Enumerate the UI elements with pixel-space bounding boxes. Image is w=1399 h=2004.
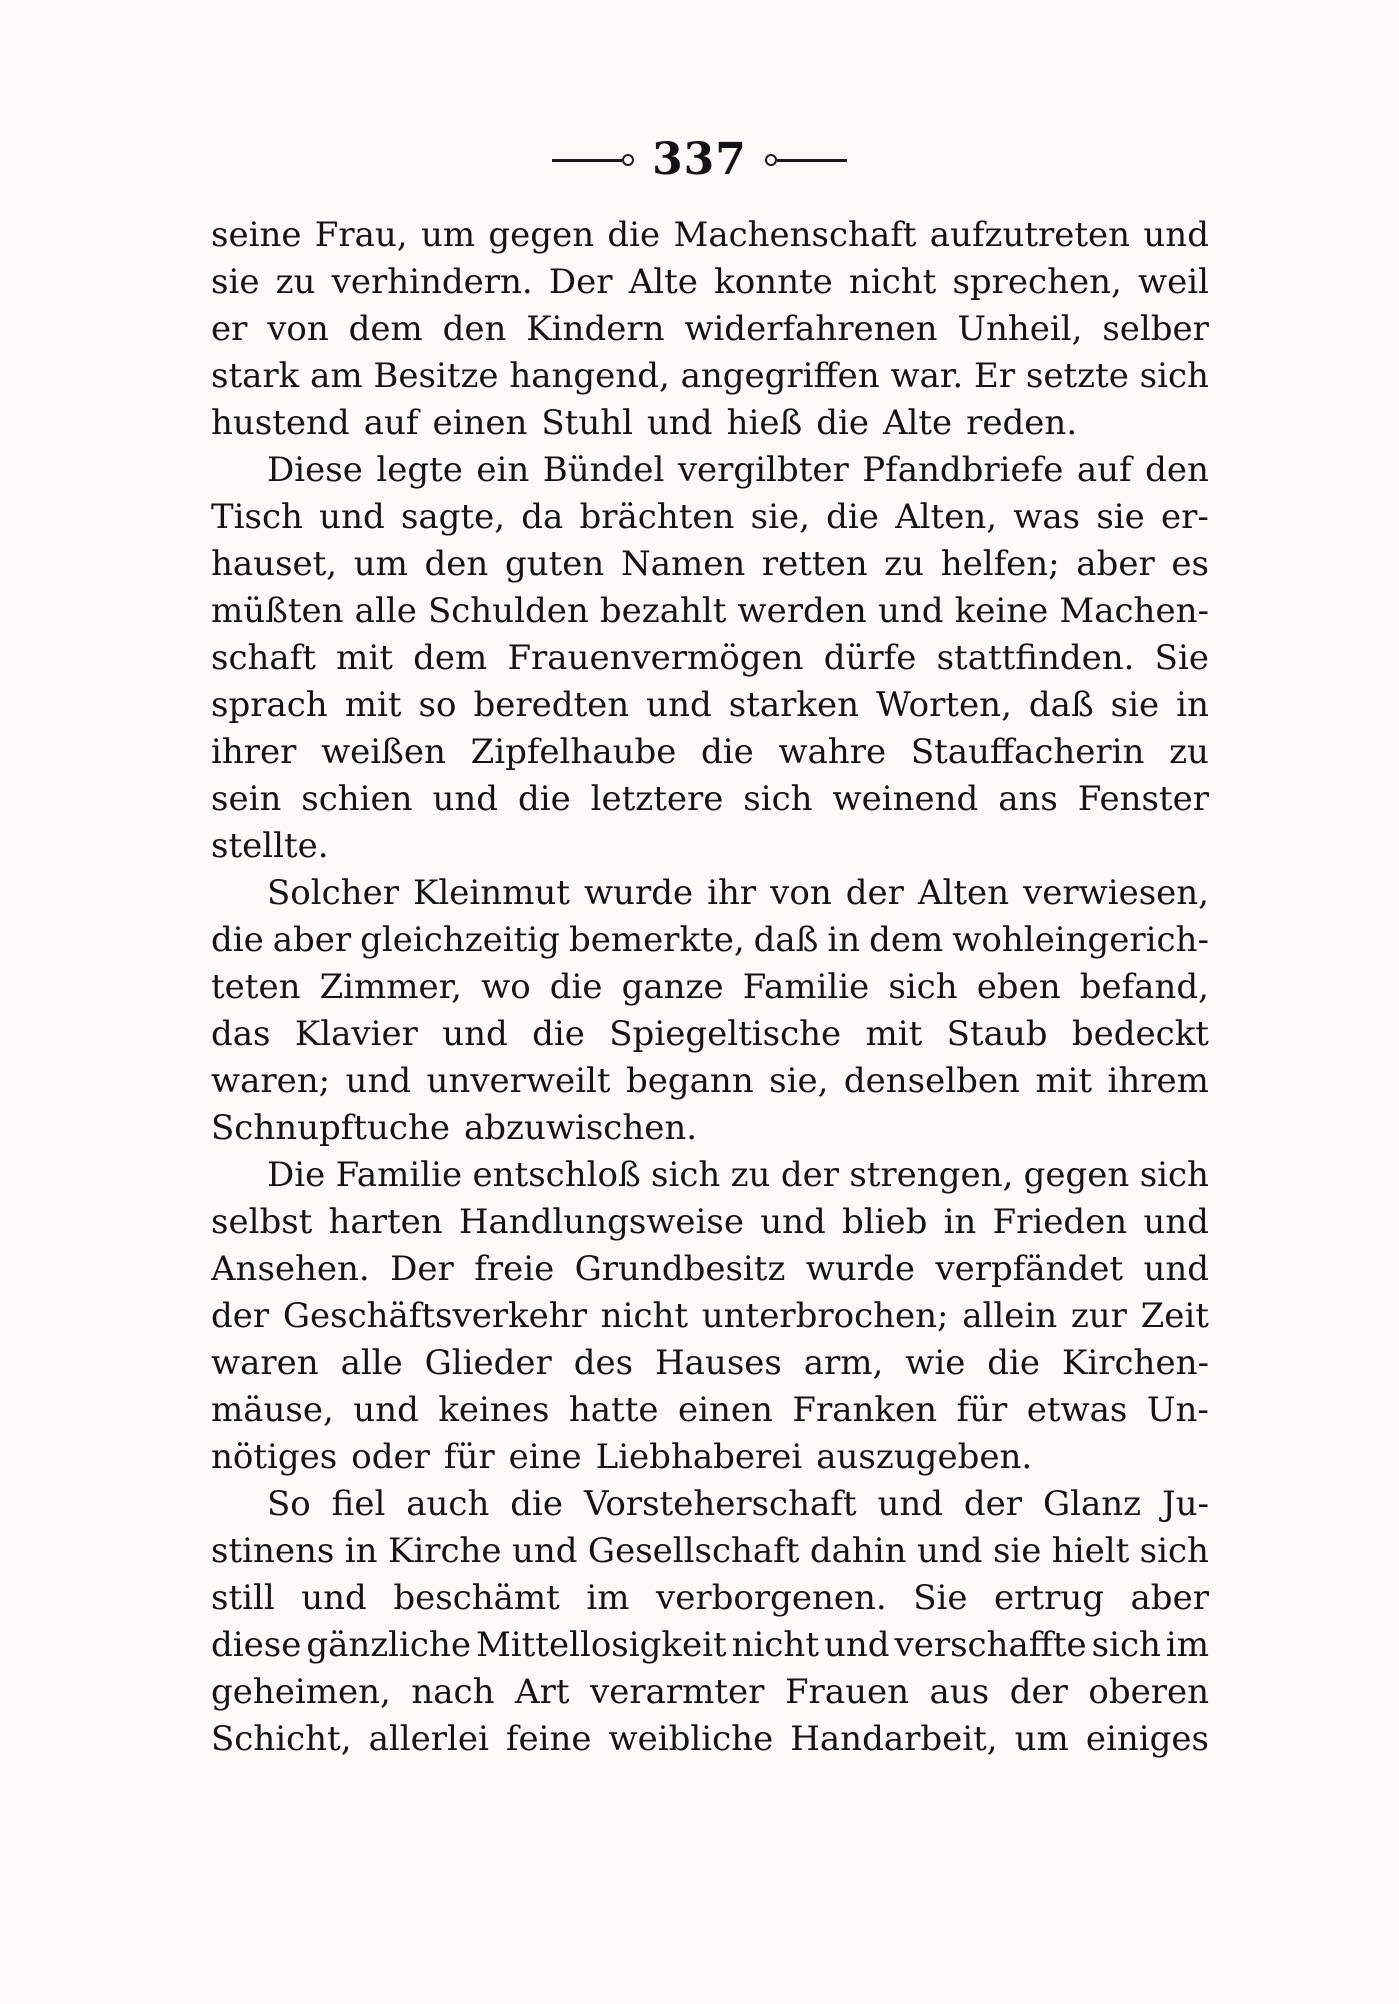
text-line: still und beschämt im verborgenen. Sie ertrug aber <box>211 1578 1209 1618</box>
text-line: Schicht, allerlei feine weibliche Handarbeit, um einiges <box>211 1719 1209 1759</box>
paragraph <box>211 447 1209 870</box>
text-line: die aber gleichzeitig bemerkte, daß in dem wohleingerich- <box>211 920 1209 960</box>
text-line: nötiges oder für eine Liebhaberei auszugeben. <box>211 1437 1033 1477</box>
text-line: So fiel auch die Vorsteherschaft und der Glanz Ju- <box>267 1484 1209 1524</box>
text-line: sein schien und die letztere sich weinend ans Fenster <box>211 779 1209 819</box>
text-line: hustend auf einen Stuhl und hieß die Alte reden. <box>211 403 1078 443</box>
paragraph <box>211 1152 1209 1481</box>
text-line: Diese legte ein Bündel vergilbter Pfandbriefe auf den <box>267 450 1209 490</box>
text-line: der Geschäftsverkehr nicht unterbrochen; allein zur Zeit <box>211 1296 1209 1336</box>
text-line: er von dem den Kindern widerfahrenen Unheil, selber <box>211 309 1209 349</box>
text-line: Tisch und sagte, da brächten sie, die Alten, was sie er- <box>211 497 1209 537</box>
paragraph <box>211 1481 1209 1763</box>
page-number: 337 <box>652 134 747 185</box>
text-line: geheimen, nach Art verarmter Frauen aus der oberen <box>211 1672 1209 1712</box>
text-line: Solcher Kleinmut wurde ihr von der Alten verwiesen, <box>267 873 1209 913</box>
text-line: teten Zimmer, wo die ganze Familie sich eben befand, <box>211 967 1209 1007</box>
text-line: waren; und unverweilt begann sie, denselben mit ihrem <box>211 1061 1209 1101</box>
text-line: sie zu verhindern. Der Alte konnte nicht sprechen, weil <box>211 262 1209 302</box>
text-line: seine Frau, um gegen die Machenschaft aufzutreten und <box>211 215 1209 255</box>
text-line: Ansehen. Der freie Grundbesitz wurde verpfändet und <box>211 1249 1209 1289</box>
text-line: das Klavier und die Spiegeltische mit Staub bedeckt <box>211 1014 1209 1054</box>
text-line: stellte. <box>211 826 329 866</box>
body-text <box>211 212 1209 1763</box>
text-line: müßten alle Schulden bezahlt werden und keine Machen- <box>211 591 1209 631</box>
paragraph <box>211 870 1209 1152</box>
text-line: Die Familie entschloß sich zu der strengen, gegen sich <box>267 1155 1209 1195</box>
text-line: waren alle Glieder des Hauses arm, wie die Kirchen- <box>211 1343 1209 1383</box>
header-ornament-left <box>552 154 634 166</box>
text-line: mäuse, und keines hatte einen Franken für etwas Un- <box>211 1390 1209 1430</box>
text-line: sprach mit so beredten und starken Worten, daß sie in <box>211 685 1209 725</box>
text-line: selbst harten Handlungsweise und blieb in Frieden und <box>211 1202 1209 1242</box>
text-line: ihrer weißen Zipfelhaube die wahre Stauffacherin zu <box>211 732 1209 772</box>
text-line: diese gänzliche Mittellosigkeit nicht und verschaffte sich im <box>211 1625 1209 1665</box>
paragraph <box>211 212 1209 447</box>
text-line: stinens in Kirche und Gesellschaft dahin und sie hielt sich <box>211 1531 1209 1571</box>
text-line: Schnupftuche abzuwischen. <box>211 1108 698 1148</box>
header-ornament-right <box>765 154 847 166</box>
text-line: schaft mit dem Frauenvermögen dürfe stattfinden. Sie <box>211 638 1209 678</box>
page-header <box>0 130 1399 190</box>
text-line: stark am Besitze hangend, angegriffen war. Er setzte sich <box>211 356 1209 396</box>
text-line: hauset, um den guten Namen retten zu helfen; aber es <box>211 544 1209 584</box>
